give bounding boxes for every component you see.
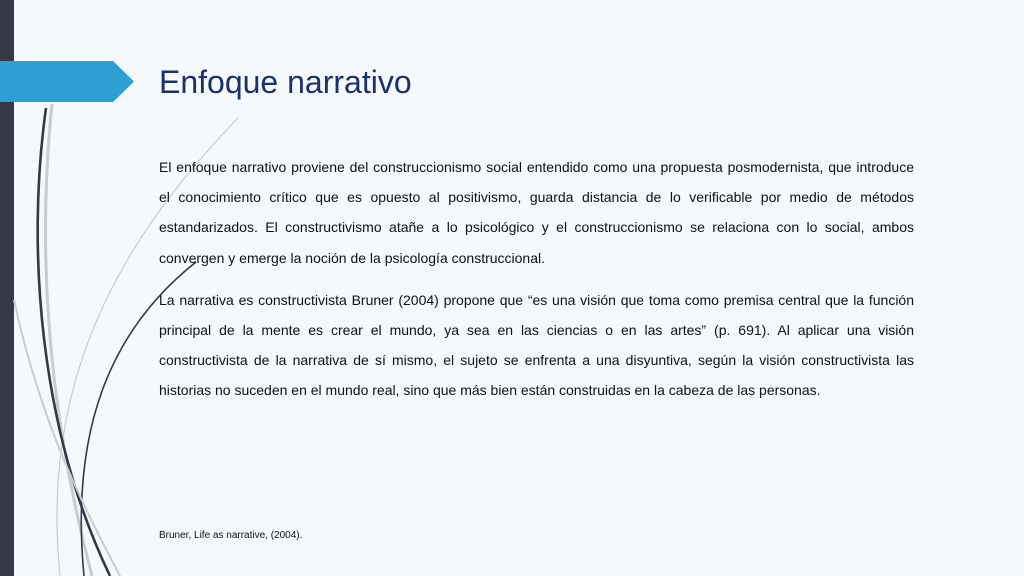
citation-footnote: Bruner, Life as narrative, (2004). <box>159 530 303 541</box>
paragraph-enfoque: El enfoque narrativo proviene del construccionismo social entendido como una propuesta posmodernista, que introduce el conocimiento crítico que es opuesto al positivismo, guarda distancia de lo verificable por medio de métodos estandarizados. El constructivismo atañe a lo psicológico y el construccionismo se relaciona con lo social, ambos convergen y emerge la noción de la psicología construccional. <box>159 159 914 266</box>
decorative-curve-light-2 <box>14 300 120 576</box>
slide-title: Enfoque narrativo <box>159 64 412 100</box>
paragraph-narrativa: La narrativa es constructivista Bruner (2004) propone que “es una visión que toma como premisa central que la función principal de la mente es crear el mundo, ya sea en las ciencias o en las artes” (p. 691). Al aplicar una visión constructivista de la narrativa de sí mismo, el sujeto se enfrenta a una disyuntiva, según la visión constructivista las historias no suceden en el mundo real, sino que más bien están construidas en la cabeza de las personas. <box>159 291 914 399</box>
slide-body <box>159 152 914 406</box>
title-arrow-accent <box>0 61 134 102</box>
